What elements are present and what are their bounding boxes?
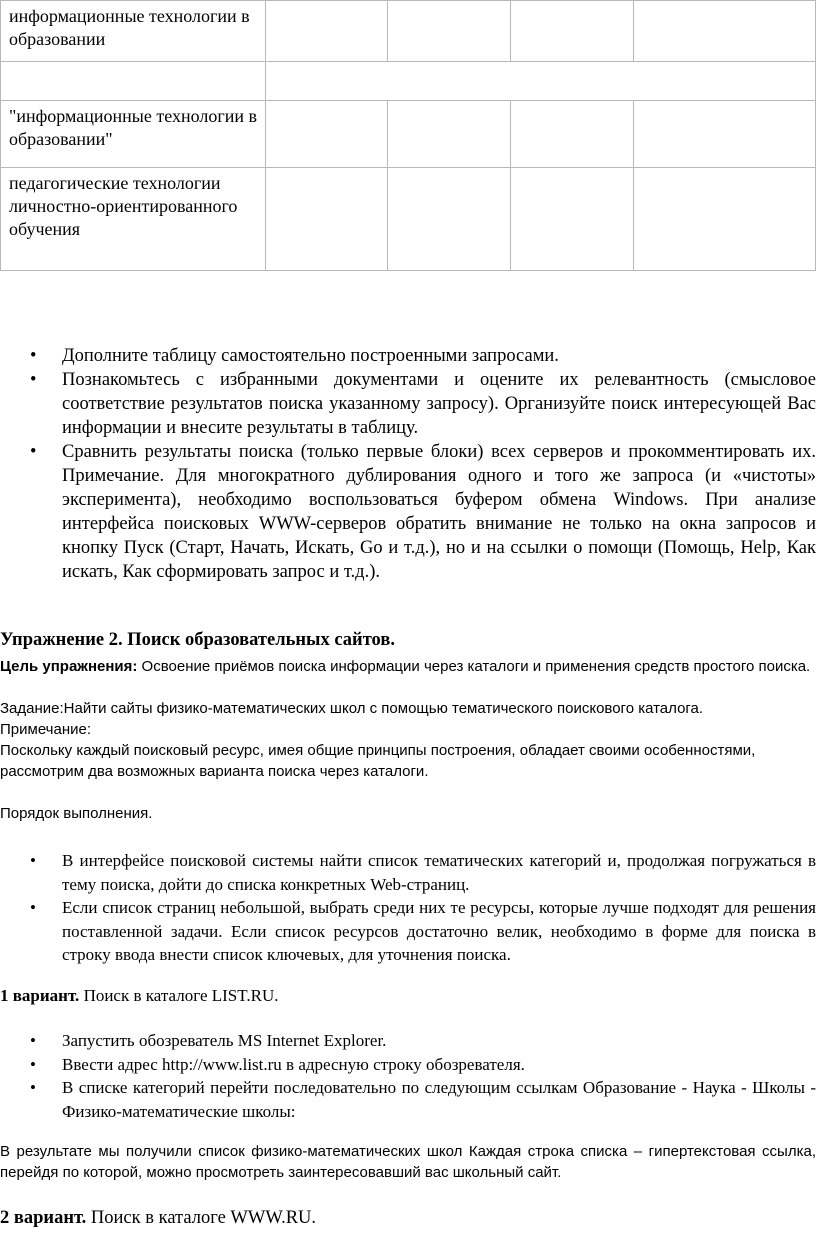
- bullet-icon: •: [30, 1078, 36, 1097]
- list-item: [0, 440, 816, 584]
- variant-2-heading: [0, 1208, 816, 1229]
- goal-label: Цель упражнения:: [0, 658, 138, 675]
- bullet-icon: •: [30, 1031, 36, 1050]
- table-cell: [510, 1, 633, 62]
- instructions-list: [0, 344, 816, 584]
- list-item: [0, 344, 816, 368]
- variant-2-label: 2 вариант.: [0, 1208, 87, 1228]
- table-cell-query: "информационные технологии в образовании": [1, 101, 266, 168]
- table-cell: [633, 101, 815, 168]
- list-item-text: Запустить обозреватель MS Internet Explorer.: [62, 1031, 387, 1050]
- variant-1-heading: [0, 986, 816, 1006]
- bullet-icon: •: [30, 370, 37, 390]
- bullet-icon: •: [30, 442, 37, 462]
- table-row: [1, 168, 816, 271]
- bullet-icon: •: [30, 346, 37, 366]
- variant-1-list: [0, 1029, 816, 1123]
- result-paragraph: В результате мы получили список физико-математических школ Каждая строка списка – гипертекстовая ссылка, перейдя по которой, можно просмотреть заинтересовавший вас школьный сайт.: [0, 1143, 816, 1181]
- table-cell: [388, 1, 511, 62]
- goal-text: Освоение приёмов поиска информации через каталоги и применения средств простого поиска.: [137, 658, 811, 675]
- list-item: [0, 1076, 816, 1123]
- list-item-text: Сравнить результаты поиска (только первые блоки) всех серверов и прокомментировать их. Примечание. Для многократного дублирования одного и того же запроса (и «чистоты» эксперимента), необходимо воспользоваться буфером обмена Windows. При анализе интерфейса поисковых WWW-серверов обратить внимание не только на окна запросов и кнопку Пуск (Старт, Начать, Искать, Go и т.д.), но и на ссылки о помощи (Помощь, Help, Как искать, Как сформировать запрос и т.д.).: [62, 442, 816, 582]
- bullet-icon: •: [30, 851, 36, 870]
- list-item-text: Дополните таблицу самостоятельно построенными запросами.: [62, 346, 559, 366]
- query-table: [0, 0, 816, 271]
- note-label: Примечание:: [0, 721, 91, 738]
- list-item-text: В интерфейсе поисковой системы найти список тематических категорий и, продолжая погружаться в тему поиска, дойти до списка конкретных Web-страниц.: [62, 851, 816, 894]
- table-row: [1, 62, 816, 101]
- note-text: Поскольку каждый поисковый ресурс, имея общие принципы построения, обладает своими особенностями, рассмотрим два возможных варианта поиска через каталоги.: [0, 742, 756, 780]
- table-cell-merged: [265, 62, 815, 101]
- table-cell: [265, 101, 388, 168]
- table-cell: [265, 1, 388, 62]
- list-item: [0, 896, 816, 967]
- list-item-text: Познакомьтесь с избранными документами и оцените их релевантность (смысловое соответствие результатов поиска указанному запросу). Организуйте поиск интересующей Вас информации и внесите результаты в таблицу.: [62, 370, 816, 438]
- order-list: [0, 849, 816, 967]
- list-item: [0, 1029, 816, 1053]
- list-item-text: Ввести адрес http://www.list.ru в адресную строку обозревателя.: [62, 1054, 525, 1074]
- table-row: [1, 101, 816, 168]
- bullet-icon: •: [30, 898, 36, 917]
- exercise-task: Задание:Найти сайты физико-математических школ с помощью тематического поискового каталога.: [0, 700, 704, 717]
- variant-1-text: Поиск в каталоге LIST.RU.: [79, 986, 279, 1005]
- table-cell-query: информационные технологии в образовании: [1, 1, 266, 62]
- table-cell: [633, 1, 815, 62]
- table-row: [1, 1, 816, 62]
- list-item-text: В списке категорий перейти последовательно по следующим ссылкам Образование - Наука - Школы - Физико-математические школы:: [62, 1078, 816, 1121]
- exercise-title: Упражнение 2. Поиск образовательных сайтов.: [0, 630, 395, 650]
- list-item: [0, 849, 816, 896]
- table-cell: [265, 168, 388, 271]
- list-item: [0, 368, 816, 440]
- order-heading: Порядок выполнения.: [0, 805, 153, 822]
- table-cell-query: педагогические технологии личностно-ориентированного обучения: [1, 168, 266, 271]
- bullet-icon: •: [30, 1054, 36, 1074]
- variant-1-label: 1 вариант.: [0, 986, 80, 1005]
- list-item: [0, 1053, 816, 1077]
- table-cell: [388, 168, 511, 271]
- table-cell: [510, 168, 633, 271]
- list-item-text: Если список страниц небольшой, выбрать среди них те ресурсы, которые лучше подходят для решения поставленной задачи. Если список ресурсов достаточно велик, необходимо в форме для поиска в строку ввода внести список ключевых, для уточнения поиска.: [62, 898, 816, 964]
- variant-2-text: Поиск в каталоге WWW.RU.: [86, 1208, 317, 1228]
- table-cell: [633, 168, 815, 271]
- table-cell: [510, 101, 633, 168]
- exercise-goal: [0, 656, 816, 677]
- table-cell-query: [1, 62, 266, 101]
- table-cell: [388, 101, 511, 168]
